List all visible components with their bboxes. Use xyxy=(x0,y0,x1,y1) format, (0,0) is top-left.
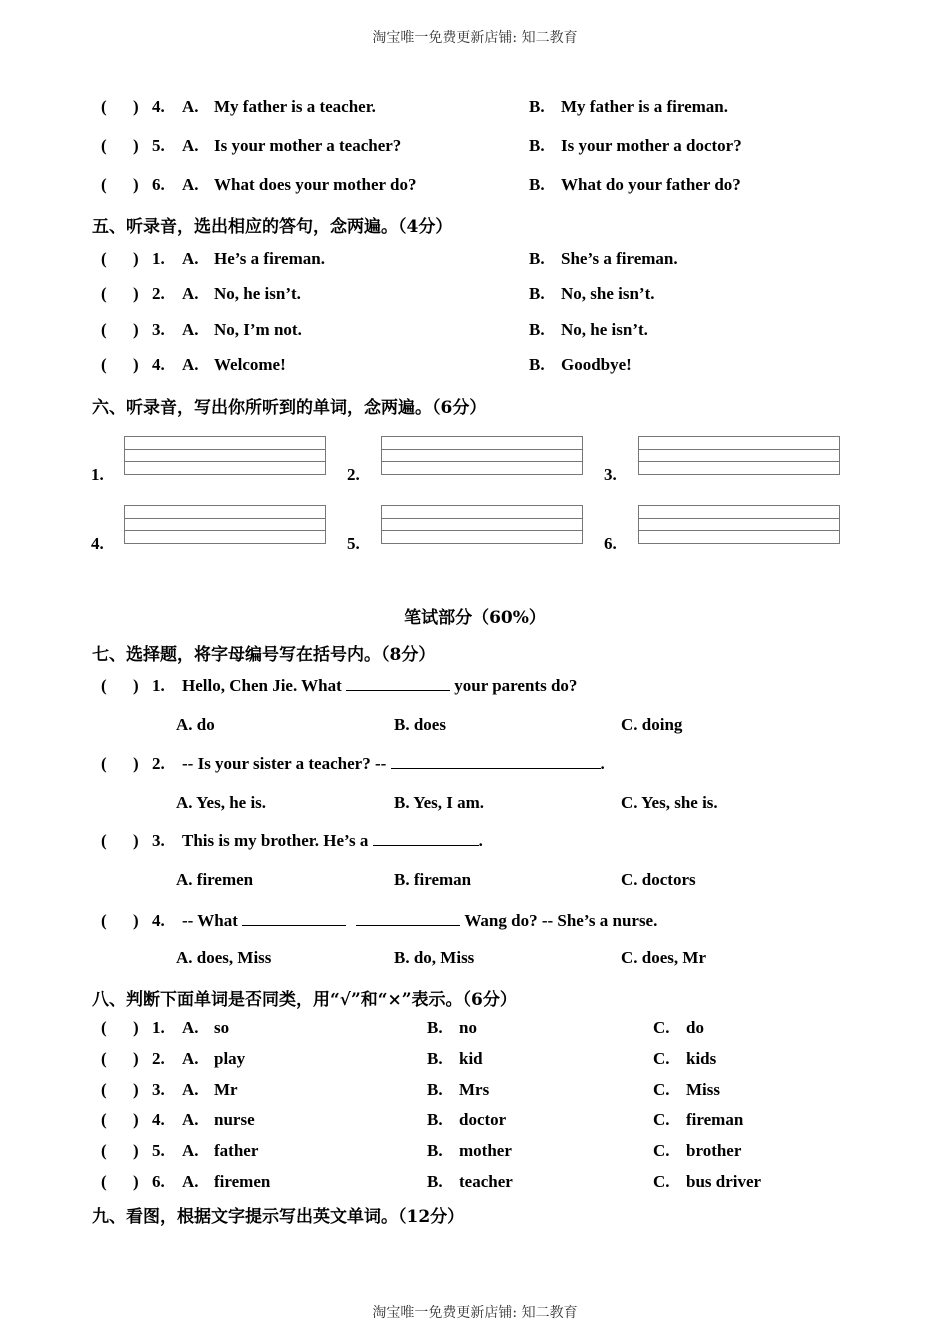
option-c: C. does, Mr xyxy=(621,948,706,967)
page-header: 淘宝唯一免费更新店铺: 知二教育 xyxy=(372,30,578,46)
blank-label: 1. xyxy=(91,465,104,484)
option-c: C. doctors xyxy=(621,870,696,889)
section-8-title: 八、判断下面单词是否同类，用“√”和“×”表示。（6分） xyxy=(92,990,517,1010)
write-box[interactable] xyxy=(638,505,840,544)
write-box[interactable] xyxy=(124,505,326,544)
question-row: ( ) 2. A. play B. kid C. kids xyxy=(101,1049,717,1068)
write-box[interactable] xyxy=(638,436,840,475)
option-a: A. does, Miss xyxy=(176,948,272,967)
write-box[interactable] xyxy=(381,436,583,475)
write-box[interactable] xyxy=(124,436,326,475)
blank-label: 3. xyxy=(604,465,617,484)
question-row: ( ) 1. A. so B. no C. do xyxy=(101,1018,704,1037)
option-c: C. Yes, she is. xyxy=(621,793,718,812)
question-row: ( ) 6. A. What does your mother do? B. What do your father do? xyxy=(101,175,741,194)
section-6-title: 六、听录音，写出你所听到的单词，念两遍。（6分） xyxy=(92,398,487,418)
page-footer: 淘宝唯一免费更新店铺: 知二教育 xyxy=(372,1305,578,1321)
question-row: ( ) 4. A. My father is a teacher. B. My father is a fireman. xyxy=(101,97,728,116)
option-b: B. does xyxy=(394,715,446,734)
question-row: ( ) 4. A. Welcome! B. Goodbye! xyxy=(101,355,632,374)
written-part-title: 笔试部分（60%） xyxy=(404,608,546,628)
question-row: ( ) 3. A. Mr B. Mrs C. Miss xyxy=(101,1080,720,1099)
question-row: ( ) 4. A. nurse B. doctor C. fireman xyxy=(101,1110,744,1129)
blank-label: 2. xyxy=(347,465,360,484)
option-c: C. doing xyxy=(621,715,683,734)
question-row: ( ) 1. Hello, Chen Jie. What your parents do? xyxy=(101,676,578,695)
option-b: B. do, Miss xyxy=(394,948,475,967)
option-b: B. fireman xyxy=(394,870,472,889)
blank-label: 4. xyxy=(91,534,104,553)
option-a: A. Yes, he is. xyxy=(176,793,267,812)
question-row: ( ) 2. -- Is your sister a teacher? -- . xyxy=(101,754,605,773)
question-row: ( ) 5. A. Is your mother a teacher? B. Is your mother a doctor? xyxy=(101,136,742,155)
question-row: ( ) 3. This is my brother. He’s a . xyxy=(101,831,483,850)
section-9-title: 九、看图，根据文字提示写出英文单词。（12分） xyxy=(92,1207,465,1227)
question-row: ( ) 2. A. No, he isn’t. B. No, she isn’t. xyxy=(101,284,655,303)
blank-label: 5. xyxy=(347,534,360,553)
question-row: ( ) 4. -- What Wang do? -- She’s a nurse. xyxy=(101,911,658,930)
option-a: A. firemen xyxy=(176,870,254,889)
option-b: B. Yes, I am. xyxy=(394,793,485,812)
write-box[interactable] xyxy=(381,505,583,544)
option-a: A. do xyxy=(176,715,215,734)
blank-label: 6. xyxy=(604,534,617,553)
section-5-title: 五、听录音，选出相应的答句，念两遍。（4分） xyxy=(92,217,453,237)
question-row: ( ) 5. A. father B. mother C. brother xyxy=(101,1141,742,1160)
question-row: ( ) 3. A. No, I’m not. B. No, he isn’t. xyxy=(101,320,648,339)
section-7-title: 七、选择题，将字母编号写在括号内。（8分） xyxy=(92,645,436,665)
question-row: ( ) 6. A. firemen B. teacher C. bus driver xyxy=(101,1172,762,1191)
question-row: ( ) 1. A. He’s a fireman. B. She’s a fireman. xyxy=(101,249,678,268)
